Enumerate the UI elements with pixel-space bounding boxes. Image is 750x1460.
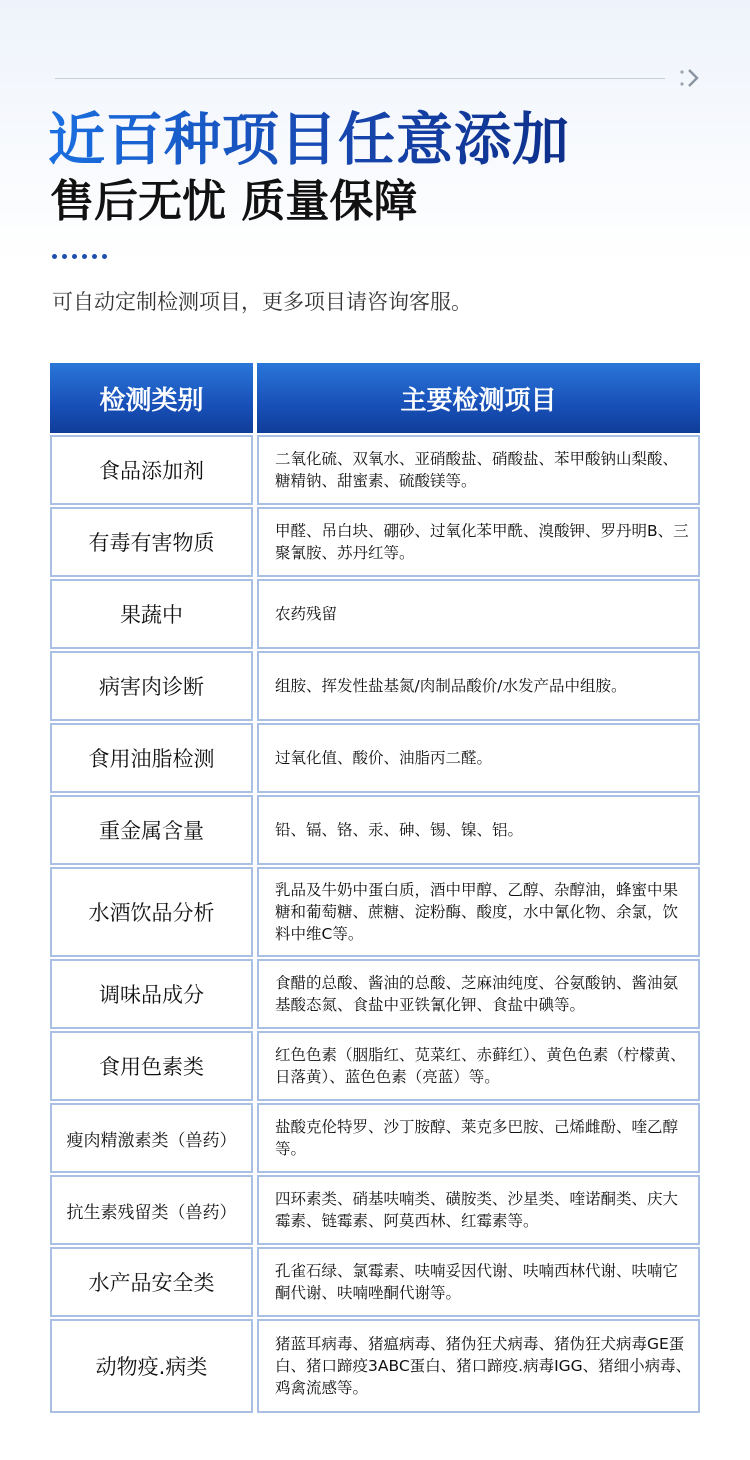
detection-table bbox=[50, 363, 700, 1413]
items-cell: 农药残留 bbox=[257, 579, 700, 649]
category-cell: 食用油脂检测 bbox=[50, 723, 253, 793]
decorative-dots bbox=[52, 254, 107, 259]
category-cell: 有毒有害物质 bbox=[50, 507, 253, 577]
category-cell: 调味品成分 bbox=[50, 959, 253, 1029]
header-category: 检测类别 bbox=[50, 363, 253, 433]
table-row bbox=[50, 867, 700, 957]
items-cell: 甲醛、吊白块、硼砂、过氧化苯甲酰、溴酸钾、罗丹明B、三聚氰胺、苏丹红等。 bbox=[257, 507, 700, 577]
table-row bbox=[50, 1175, 700, 1245]
category-cell: 食品添加剂 bbox=[50, 435, 253, 505]
items-cell: 乳品及牛奶中蛋白质，酒中甲醇、乙醇、杂醇油，蜂蜜中果糖和葡萄糖、蔗糖、淀粉酶、酸度，水中氰化物、余氯，饮料中维C等。 bbox=[257, 867, 700, 957]
table-header bbox=[50, 363, 700, 433]
header-items: 主要检测项目 bbox=[257, 363, 700, 433]
table-row bbox=[50, 1247, 700, 1317]
table-row bbox=[50, 1319, 700, 1413]
items-cell: 猪蓝耳病毒、猪瘟病毒、猪伪狂犬病毒、猪伪狂犬病毒GE蛋白、猪口蹄疫3ABC蛋白、猪口蹄疫.病毒IGG、猪细小病毒、鸡禽流感等。 bbox=[257, 1319, 700, 1413]
category-cell: 抗生素残留类（兽药） bbox=[50, 1175, 253, 1245]
category-cell: 病害肉诊断 bbox=[50, 651, 253, 721]
items-cell: 红色色素（胭脂红、苋菜红、赤藓红）、黄色色素（柠檬黄、日落黄）、蓝色色素（亮蓝）等。 bbox=[257, 1031, 700, 1101]
top-divider bbox=[55, 78, 665, 79]
items-cell: 四环素类、硝基呋喃类、磺胺类、沙星类、喹诺酮类、庆大霉素、链霉素、阿莫西林、红霉素等。 bbox=[257, 1175, 700, 1245]
table-row bbox=[50, 795, 700, 865]
table-row bbox=[50, 1031, 700, 1101]
category-cell: 水产品安全类 bbox=[50, 1247, 253, 1317]
items-cell: 孔雀石绿、氯霉素、呋喃妥因代谢、呋喃西林代谢、呋喃它酮代谢、呋喃唑酮代谢等。 bbox=[257, 1247, 700, 1317]
table-row bbox=[50, 959, 700, 1029]
table-row bbox=[50, 651, 700, 721]
table-row bbox=[50, 1103, 700, 1173]
category-cell: 食用色素类 bbox=[50, 1031, 253, 1101]
items-cell: 食醋的总酸、酱油的总酸、芝麻油纯度、谷氨酸钠、酱油氨基酸态氮、食盐中亚铁氰化钾、食盐中碘等。 bbox=[257, 959, 700, 1029]
items-cell: 铅、镉、铬、汞、砷、锡、镍、铝。 bbox=[257, 795, 700, 865]
items-cell: 盐酸克伦特罗、沙丁胺醇、莱克多巴胺、己烯雌酚、喹乙醇等。 bbox=[257, 1103, 700, 1173]
category-cell: 水酒饮品分析 bbox=[50, 867, 253, 957]
category-cell: 重金属含量 bbox=[50, 795, 253, 865]
items-cell: 过氧化值、酸价、油脂丙二醛。 bbox=[257, 723, 700, 793]
table-row bbox=[50, 579, 700, 649]
table-row bbox=[50, 435, 700, 505]
category-cell: 果蔬中 bbox=[50, 579, 253, 649]
page-subtitle: 售后无忧 质量保障 bbox=[50, 176, 418, 227]
items-cell: 二氧化硫、双氧水、亚硝酸盐、硝酸盐、苯甲酸钠山梨酸、糖精钠、甜蜜素、硫酸镁等。 bbox=[257, 435, 700, 505]
items-cell: 组胺、挥发性盐基氮/肉制品酸价/水发产品中组胺。 bbox=[257, 651, 700, 721]
category-cell: 瘦肉精激素类（兽药） bbox=[50, 1103, 253, 1173]
page-title: 近百种项目任意添加 bbox=[48, 100, 570, 180]
intro-text: 可自动定制检测项目，更多项目请咨询客服。 bbox=[52, 290, 472, 314]
table-row bbox=[50, 507, 700, 577]
chevron-right-icon bbox=[678, 66, 704, 90]
table-row bbox=[50, 723, 700, 793]
category-cell: 动物疫.病类 bbox=[50, 1319, 253, 1413]
